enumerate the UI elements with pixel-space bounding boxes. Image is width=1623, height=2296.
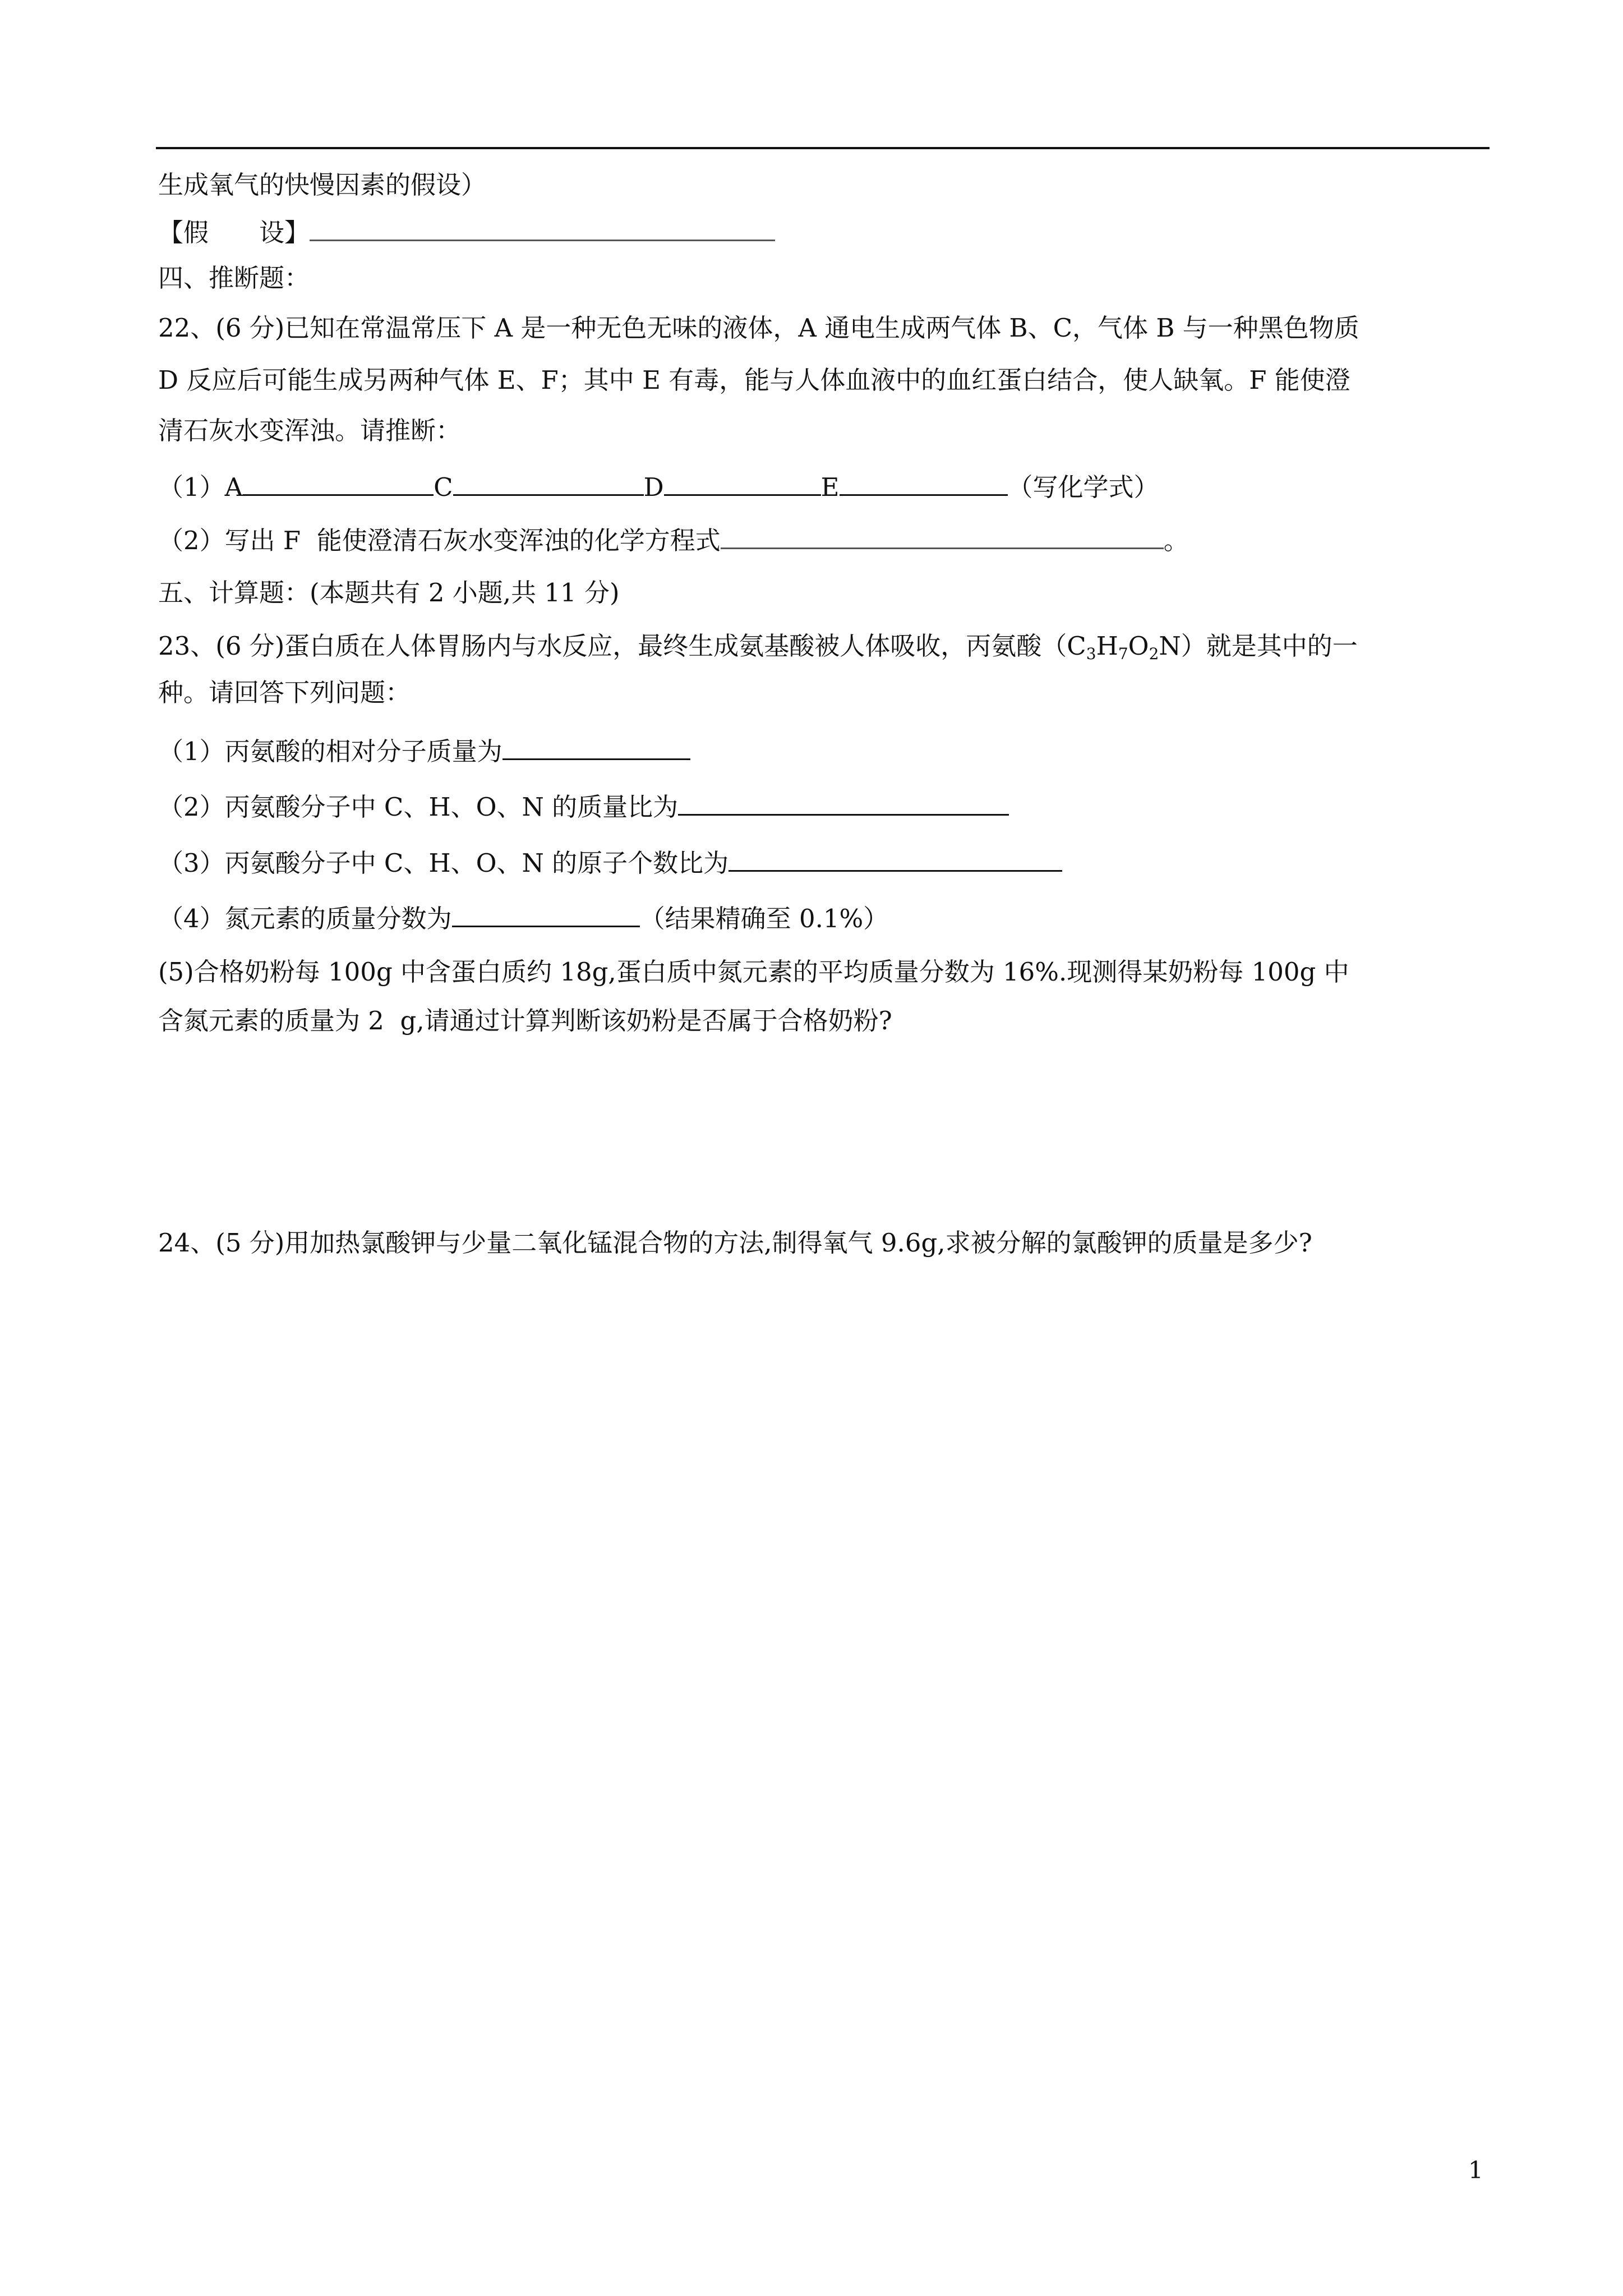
q24-line-1: 24、(5 分)用加热氯酸钾与少量二氧化锰混合物的方法,制得氧气 9.6g,求被分解的氯酸钾的质量是多少? — [158, 1228, 1312, 1258]
q22-a-blank[interactable] — [243, 468, 434, 496]
header-rule — [156, 147, 1490, 149]
q22-sub2-suffix: 。 — [1163, 526, 1189, 555]
q22-sub1-e: E — [820, 472, 840, 502]
q23-sub4-blank[interactable] — [452, 900, 640, 927]
q23-sub2-text: （2）丙氨酸分子中 C、H、O、N 的质量比为 — [158, 792, 679, 822]
formula-sub-7: 7 — [1118, 645, 1128, 663]
q23-sub5-line-1: (5)合格奶粉每 100g 中含蛋白质约 18g,蛋白质中氮元素的平均质量分数为 16%.现测得某奶粉每 100g 中 — [158, 957, 1349, 987]
q23-sub3-blank[interactable] — [728, 844, 1062, 872]
hypothesis-label: 【假 设】 — [158, 218, 310, 247]
q22-sub1-prefix: （1）A — [158, 472, 243, 502]
q23-sub2-blank[interactable] — [678, 788, 1009, 816]
q23-sub5-line-2: 含氮元素的质量为 2 g,请通过计算判断该奶粉是否属于合格奶粉? — [158, 1006, 892, 1036]
hypothesis-answer-blank[interactable] — [310, 214, 775, 241]
q23-sub3-line — [158, 844, 1062, 878]
q22-sub2-prefix: （2）写出 F 能使澄清石灰水变浑浊的化学方程式 — [158, 526, 721, 555]
q22-sub2-line — [158, 522, 1189, 555]
page-number: 1 — [1468, 2156, 1483, 2184]
formula-o: O — [1128, 631, 1149, 661]
q23-line-1 — [158, 629, 1358, 663]
formula-sub-2: 2 — [1149, 645, 1159, 663]
q22-line-3: 清石灰水变浑浊。请推断： — [158, 416, 462, 445]
q22-line-1: 22、(6 分)已知在常温常压下 A 是一种无色无味的液体，A 通电生成两气体 B、C，气体 B 与一种黑色物质 — [158, 313, 1359, 343]
formula-h: H — [1096, 631, 1118, 661]
q23-sub2-line — [158, 788, 1009, 822]
hypothesis-line — [158, 214, 775, 247]
q22-equation-blank[interactable] — [721, 522, 1164, 549]
q23-sub4-suffix: （结果精确至 0.1%） — [639, 904, 889, 933]
q22-e-blank[interactable] — [840, 468, 1008, 496]
continuation-text: 生成氧气的快慢因素的假设） — [158, 170, 487, 200]
q23-line-2: 种。请回答下列问题： — [158, 678, 411, 707]
q23-line1-pre: 23、(6 分)蛋白质在人体胃肠内与水反应，最终生成氨基酸被人体吸收，丙氨酸（C — [158, 631, 1086, 661]
q22-sub1-d: D — [643, 472, 664, 502]
q22-c-blank[interactable] — [453, 468, 644, 496]
q23-sub4-prefix: （4）氮元素的质量分数为 — [158, 904, 452, 933]
section-four-title: 四、推断题： — [158, 263, 310, 293]
q22-line-2: D 反应后可能生成另两种气体 E、F；其中 E 有毒，能与人体血液中的血红蛋白结合，使人缺氧。F 能使澄 — [158, 365, 1350, 395]
q23-line1-post: N）就是其中的一 — [1159, 631, 1358, 661]
q23-sub1-text: （1）丙氨酸的相对分子质量为 — [158, 737, 502, 766]
q22-sub1-suffix: （写化学式） — [1007, 472, 1159, 502]
q22-d-blank[interactable] — [664, 468, 821, 496]
section-five-title: 五、计算题：(本题共有 2 小题,共 11 分) — [158, 578, 620, 608]
q22-sub1-c: C — [434, 472, 453, 502]
q23-sub1-blank[interactable] — [502, 733, 690, 760]
q23-sub3-text: （3）丙氨酸分子中 C、H、O、N 的原子个数比为 — [158, 848, 729, 878]
q23-sub4-line — [158, 900, 888, 933]
formula-sub-3: 3 — [1086, 645, 1096, 663]
q22-sub1-line — [158, 468, 1159, 502]
q23-sub1-line — [158, 733, 690, 766]
